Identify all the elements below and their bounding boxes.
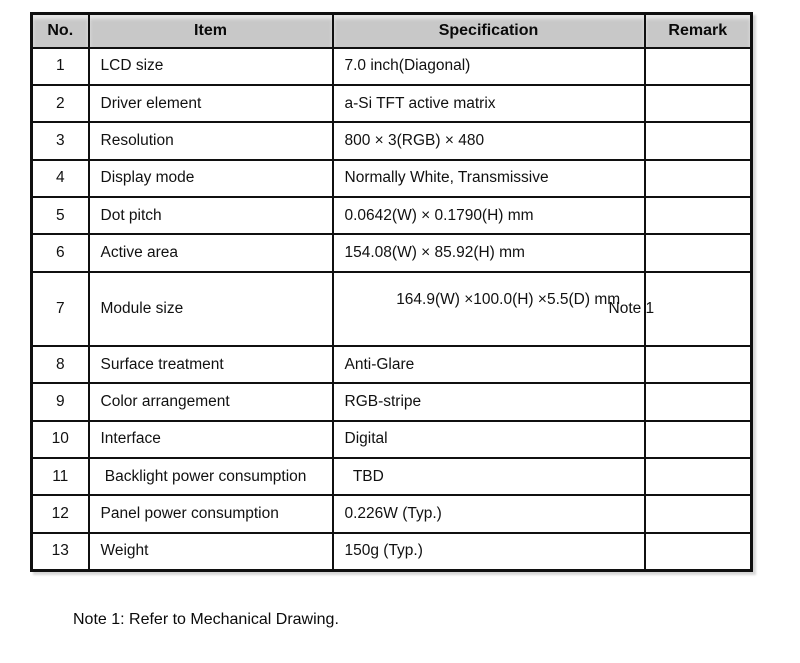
no-cell: 11 — [32, 458, 89, 495]
table-row — [32, 122, 752, 159]
table-row — [32, 421, 752, 458]
item-cell: Interface — [89, 421, 333, 458]
spec-cell: RGB-stripe — [333, 383, 645, 420]
table-header — [32, 14, 752, 48]
spec-table — [30, 12, 753, 572]
spec-cell — [333, 272, 655, 346]
table-row — [32, 197, 752, 234]
remark-cell — [645, 458, 752, 495]
table-row — [32, 383, 752, 420]
spec-cell: 7.0 inch(Diagonal) — [333, 48, 645, 85]
col-header-no: No. — [32, 14, 89, 48]
table-body — [32, 48, 752, 571]
note-reference: Note 1 — [608, 299, 655, 317]
no-cell: 10 — [32, 421, 89, 458]
remark-cell — [645, 160, 752, 197]
spec-cell: Digital — [333, 421, 645, 458]
table-row — [32, 533, 752, 570]
spec-cell: 150g (Typ.) — [333, 533, 645, 570]
remark-cell — [645, 495, 752, 532]
spec-table-container — [30, 12, 753, 572]
col-header-spec: Specification — [333, 14, 645, 48]
spec-cell: a-Si TFT active matrix — [333, 85, 645, 122]
table-row — [32, 234, 752, 271]
no-cell: 6 — [32, 234, 89, 271]
item-cell: Display mode — [89, 160, 333, 197]
spec-cell: Normally White, Transmissive — [333, 160, 645, 197]
spec-cell: TBD — [333, 458, 645, 495]
item-cell: Backlight power consumption — [89, 458, 333, 495]
no-cell: 12 — [32, 495, 89, 532]
remark-cell — [645, 122, 752, 159]
no-cell: 4 — [32, 160, 89, 197]
item-cell: Resolution — [89, 122, 333, 159]
remark-cell — [645, 346, 752, 383]
remark-cell — [645, 48, 752, 85]
no-cell: 7 — [32, 272, 89, 346]
item-cell: Dot pitch — [89, 197, 333, 234]
spec-cell: 0.0642(W) × 0.1790(H) mm — [333, 197, 645, 234]
remark-cell — [645, 234, 752, 271]
no-cell: 2 — [32, 85, 89, 122]
remark-cell — [645, 383, 752, 420]
remark-cell — [645, 533, 752, 570]
header-row — [32, 14, 752, 48]
spec-cell: 800 × 3(RGB) × 480 — [333, 122, 645, 159]
table-row — [32, 272, 752, 346]
item-cell: Module size — [89, 272, 333, 346]
spec-cell: 0.226W (Typ.) — [333, 495, 645, 532]
no-cell: 1 — [32, 48, 89, 85]
spec-cell: Anti-Glare — [333, 346, 645, 383]
remark-cell — [645, 421, 752, 458]
item-cell: Surface treatment — [89, 346, 333, 383]
remark-cell — [645, 272, 752, 346]
remark-cell — [645, 85, 752, 122]
spec-cell: 154.08(W) × 85.92(H) mm — [333, 234, 645, 271]
table-row — [32, 346, 752, 383]
table-row — [32, 48, 752, 85]
item-cell: LCD size — [89, 48, 333, 85]
table-row — [32, 495, 752, 532]
table-row — [32, 160, 752, 197]
spec-text: 164.9(W) ×100.0(H) ×5.5(D) mm — [396, 290, 621, 308]
item-cell: Panel power consumption — [89, 495, 333, 532]
no-cell: 13 — [32, 533, 89, 570]
col-header-item: Item — [89, 14, 333, 48]
table-row — [32, 85, 752, 122]
remark-cell — [645, 197, 752, 234]
footnote: Note 1: Refer to Mechanical Drawing. — [73, 611, 339, 628]
no-cell: 3 — [32, 122, 89, 159]
no-cell: 9 — [32, 383, 89, 420]
table-row — [32, 458, 752, 495]
item-cell: Weight — [89, 533, 333, 570]
col-header-remark: Remark — [645, 14, 752, 48]
no-cell: 5 — [32, 197, 89, 234]
item-cell: Driver element — [89, 85, 333, 122]
no-cell: 8 — [32, 346, 89, 383]
item-cell: Active area — [89, 234, 333, 271]
item-cell: Color arrangement — [89, 383, 333, 420]
